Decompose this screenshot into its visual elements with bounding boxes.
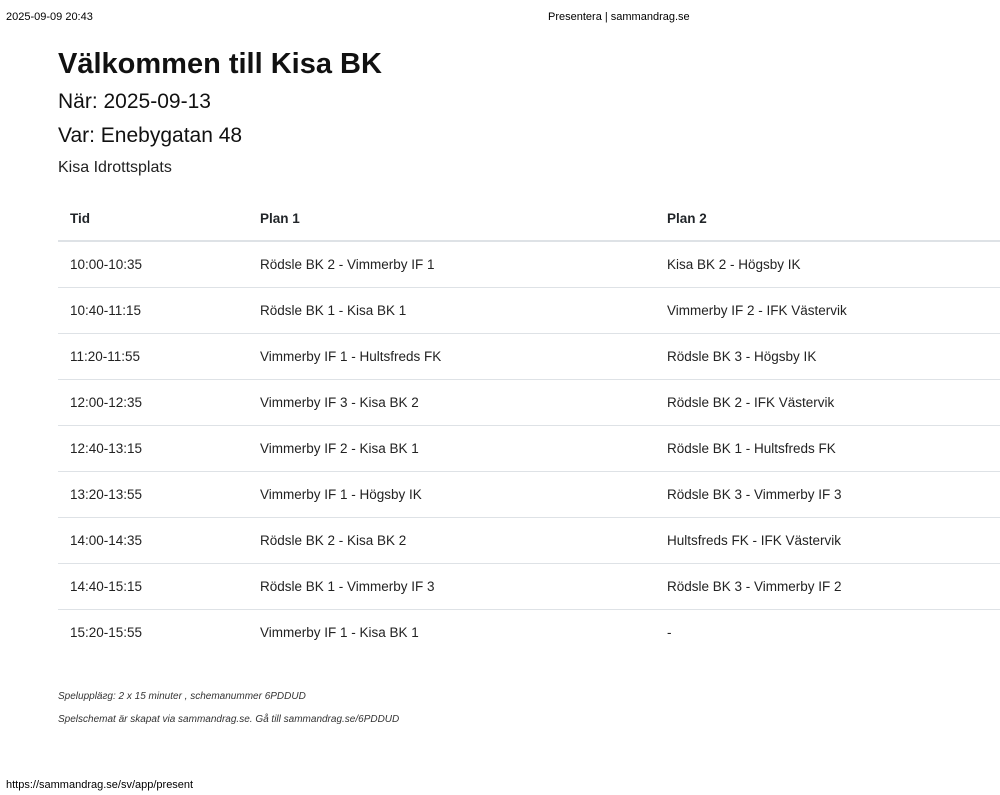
schedule-table [58,196,1000,655]
match-time: 14:40-15:15 [58,564,248,610]
table-row [58,380,1000,426]
match-time: 12:40-13:15 [58,426,248,472]
match-plan-1: Vimmerby IF 1 - Hultsfreds FK [248,334,655,380]
schedule-notes [58,685,1000,731]
match-time: 10:00-10:35 [70,257,143,272]
match-plan-2: Kisa BK 2 - Högsby IK [667,257,801,272]
table-row [58,426,1000,472]
table-header-row [58,196,1000,241]
match-plan-1: Vimmerby IF 3 - Kisa BK 2 [248,380,655,426]
table-row [58,518,1000,564]
match-plan-2: Rödsle BK 3 - Vimmerby IF 2 [655,564,1000,610]
table-row [58,288,1000,334]
main-content [58,44,1000,731]
match-time: 15:20-15:55 [58,610,248,656]
match-plan-2: Hultsfreds FK - IFK Västervik [655,518,1000,564]
column-header-plan-1: Plan 1 [248,196,655,241]
match-plan-1: Rödsle BK 1 - Vimmerby IF 3 [248,564,655,610]
match-plan-1: Vimmerby IF 1 - Kisa BK 1 [248,610,655,656]
match-time: 13:20-13:55 [58,472,248,518]
event-address: Var: Enebygatan 48 [58,124,243,147]
print-url: https://sammandrag.se/sv/app/present [6,779,194,791]
match-plan-2: Rödsle BK 1 - Hultsfreds FK [655,426,1000,472]
match-plan-1: Rödsle BK 2 - Vimmerby IF 1 [260,257,435,272]
table-row [58,564,1000,610]
print-datetime: 2025-09-09 20:43 [6,11,93,23]
table-row [58,334,1000,380]
match-time: 10:40-11:15 [58,288,248,334]
match-time: 14:00-14:35 [58,518,248,564]
table-row [58,472,1000,518]
event-venue: Kisa Idrottsplats [58,159,172,176]
match-plan-2: - [655,610,1000,656]
match-plan-1: Rödsle BK 1 - Kisa BK 1 [248,288,655,334]
column-header-time: Tid [58,196,248,241]
column-header-plan-2: Plan 2 [655,196,1000,241]
match-time: 12:00-12:35 [58,380,248,426]
match-plan-2: Rödsle BK 3 - Högsby IK [655,334,1000,380]
match-plan-1: Vimmerby IF 2 - Kisa BK 1 [248,426,655,472]
table-row [58,610,1000,656]
match-plan-2: Vimmerby IF 2 - IFK Västervik [655,288,1000,334]
page-title: Välkommen till Kisa BK [58,48,382,80]
table-row [58,241,1000,288]
match-plan-1: Vimmerby IF 1 - Högsby IK [248,472,655,518]
match-plan-1: Rödsle BK 2 - Kisa BK 2 [248,518,655,564]
event-date: När: 2025-09-13 [58,90,211,113]
match-time: 11:20-11:55 [58,334,248,380]
game-format-note: Speluppläгg: 2 x 15 minuter , schemanummer 6PDDUD [58,691,306,702]
print-page-title: Presentera | sammandrag.se [548,11,690,23]
match-plan-2: Rödsle BK 3 - Vimmerby IF 3 [655,472,1000,518]
created-via-note: Spelschemat är skapat via sammandrag.se. Gå till sammandrag.se/6PDDUD [58,714,400,725]
match-plan-2: Rödsle BK 2 - IFK Västervik [655,380,1000,426]
